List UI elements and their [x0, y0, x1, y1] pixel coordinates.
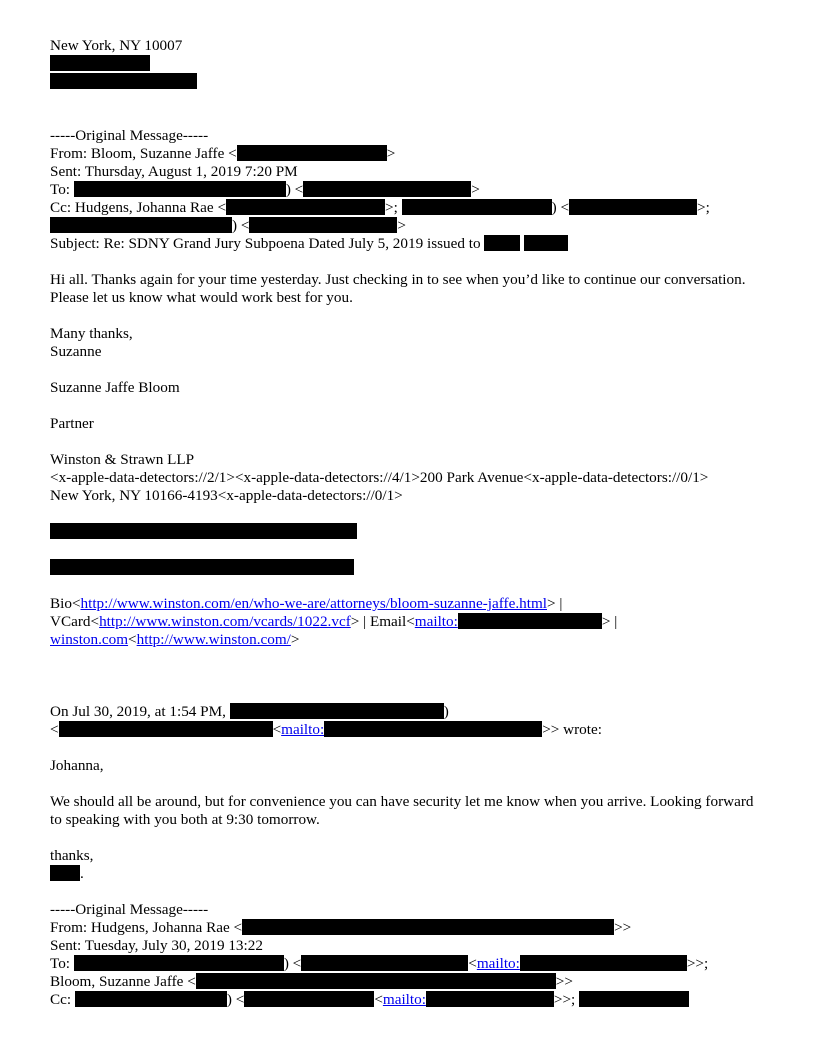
greeting: Johanna,: [50, 757, 104, 774]
redaction: [402, 199, 552, 215]
redaction: [226, 199, 385, 215]
address-line-2: New York, NY 10166-4193<x-apple-data-detectors://0/1>: [50, 487, 403, 504]
website-url-link[interactable]: http://www.winston.com/: [136, 631, 291, 648]
redaction: [74, 181, 286, 197]
signature-firm: Winston & Strawn LLP: [50, 451, 195, 468]
from-line: From: Hudgens, Johanna Rae < >>: [50, 919, 632, 936]
redaction: [520, 955, 687, 971]
redaction: [237, 145, 387, 161]
from-line: From: Bloom, Suzanne Jaffe < >: [50, 145, 396, 162]
cc-line: Cc: Hudgens, Johanna Rae < >; ) < >;: [50, 199, 710, 216]
email-mailto-link[interactable]: mailto:: [414, 613, 458, 630]
website-link[interactable]: winston.com: [50, 631, 129, 648]
redaction: [244, 991, 374, 1007]
redaction: [426, 991, 554, 1007]
redaction: [569, 199, 697, 215]
mailto-link[interactable]: mailto:: [382, 991, 426, 1008]
cc-line-continued: ) < >: [50, 217, 790, 235]
message-body: Hi all. Thanks again for your time yesterday. Just checking in to see when you’d like to continue our conversation. Please let us know what would work best for you.: [50, 271, 746, 306]
original-message-separator: -----Original Message-----: [50, 901, 209, 918]
redaction: [301, 955, 468, 971]
redaction: [50, 865, 80, 881]
redaction: [74, 955, 284, 971]
bio-link[interactable]: http://www.winston.com/en/who-we-are/attorneys/bloom-suzanne-jaffe.html: [80, 595, 547, 612]
vcard-line: VCard<http://www.winston.com/vcards/1022.vcf> | Email<mailto: > |: [50, 613, 618, 630]
closing: Many thanks,: [50, 325, 133, 342]
redaction: [324, 721, 542, 737]
signature-title: Partner: [50, 415, 94, 432]
to-line: To: ) < >: [50, 181, 480, 198]
signature-name: Suzanne Jaffe Bloom: [50, 379, 180, 396]
redaction: [50, 55, 150, 71]
redaction: [303, 181, 471, 197]
redaction: [59, 721, 273, 737]
redaction: [579, 991, 689, 1007]
address-line-1: <x-apple-data-detectors://2/1><x-apple-data-detectors://4/1>200 Park Avenue<x-apple-data-detectors://0/1>: [50, 469, 709, 486]
original-message-separator: -----Original Message-----: [50, 127, 209, 144]
bio-line: Bio<http://www.winston.com/en/who-we-are/attorneys/bloom-suzanne-jaffe.html> |: [50, 595, 563, 612]
sent-line: Sent: Thursday, August 1, 2019 7:20 PM: [50, 163, 298, 180]
city-line: New York, NY 10007: [50, 37, 183, 54]
mailto-link[interactable]: mailto:: [476, 955, 520, 972]
redaction: [249, 217, 397, 233]
redaction: [50, 217, 232, 233]
message-body: We should all be around, but for convenience you can have security let me know when you arrive. Looking forward to speaking with you both at 9:30 tomorrow.: [50, 793, 754, 828]
vcard-link[interactable]: http://www.winston.com/vcards/1022.vcf: [99, 613, 351, 630]
to-line-continued: Bloom, Suzanne Jaffe < >>: [50, 973, 573, 990]
first-name: Suzanne: [50, 343, 102, 360]
redaction: [242, 919, 614, 935]
redaction: [75, 991, 227, 1007]
cc-line: Cc: ) < <mailto: >>;: [50, 991, 790, 1009]
sent-line: Sent: Tuesday, July 30, 2019 13:22: [50, 937, 263, 954]
redaction: [524, 235, 568, 251]
redaction: [230, 703, 444, 719]
reply-intro-line-2: < <mailto: >> wrote:: [50, 721, 602, 738]
redaction: [50, 559, 354, 575]
redaction: [458, 613, 602, 629]
redaction: [50, 523, 357, 539]
redaction: [196, 973, 556, 989]
mailto-link[interactable]: mailto:: [281, 721, 325, 738]
redaction: [50, 73, 197, 89]
website-line: winston.com<http://www.winston.com/>: [50, 631, 300, 648]
email-document: New York, NY 10007 -----Original Message----- From: Bloom, Suzanne Jaffe < > Sent: Thursday, August 1, 2019 7:20 PM To: ) < > Cc: Hudgens, Johanna Rae < >; ) < >; ) < > Subject: Re: SDNY Grand Jury Subpoena Dated July 5, 2019 issued to Hi all. Thanks again for your time yesterday. Just checking in to see when you’d like to continue our conversation. Please let us know what would work best for you. Many thanks, Suzanne Suzanne Jaffe Bloom Partner Winston & Strawn LLP <x-apple-data-detectors://2/1><x-apple-data-detectors://4/1>200 Park Avenue<x-apple-data-detectors://0/1> New York, NY 10166-4193<x-apple-data-detectors://0/1> Bio<http://www.winston.com/en/who-we-are/attorneys/bloom-suzanne-jaffe.html> | VCard<http://www.winston.com/vcards/1022.vcf> | Email<mailto: > | winston.com<http://www.winston.com/> On Jul 30, 2019, at 1:54 PM, ) < <mailto: >> wrote: Johanna, We should all be around, but for convenience you can have security let me know when you arrive. Looking forward to speaking with you both at 9:30 tomorrow. thanks, . -----Original Message----- From: Hudgens, Johanna Rae < >> Sent: Tuesday, July 30, 2019 13:22 To: ) < <mailto: >>; Bloom, Suzanne Jaffe < >> Cc: ) < <mailto: >>;: [50, 37, 790, 1009]
to-line: To: ) < <mailto: >>;: [50, 955, 709, 972]
subject-line: Subject: Re: SDNY Grand Jury Subpoena Dated July 5, 2019 issued to: [50, 235, 790, 253]
reply-intro-line: On Jul 30, 2019, at 1:54 PM, ): [50, 703, 449, 720]
closing: thanks,: [50, 847, 94, 864]
redaction: [484, 235, 520, 251]
